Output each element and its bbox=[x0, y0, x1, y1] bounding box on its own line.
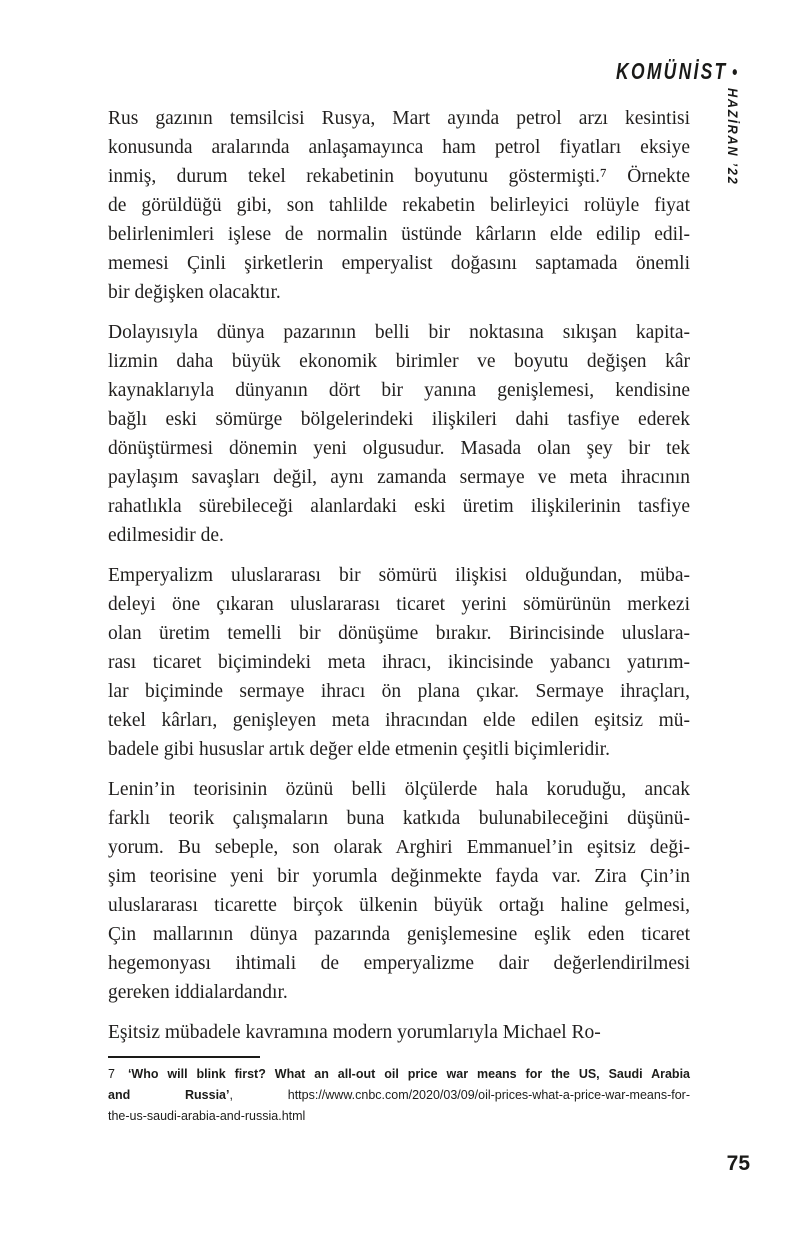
issue-date-vertical: HAZİRAN ’22 bbox=[725, 88, 741, 186]
text-line: kaynaklarıyla dünyanın dört bir yanına genişlemesi, kendisine bbox=[108, 380, 690, 401]
text-line: tekel kârları, genişleyen meta ihracından elde edilen eşitsiz mü- bbox=[108, 710, 690, 731]
text-line: Rus gazının temsilcisi Rusya, Mart ayında petrol arzı kesintisi bbox=[108, 108, 690, 129]
text-line: bağlı eski sömürge bölgelerindeki ilişkileri dahi tasfiye ederek bbox=[108, 409, 690, 430]
header-bullet-icon: • bbox=[732, 62, 740, 84]
footnote-line bbox=[108, 1106, 690, 1127]
text-line: de görüldüğü gibi, son tahlilde rekabetin belirleyici rolüyle fiyat bbox=[108, 195, 690, 216]
text-line: lar biçiminde sermaye ihracı ön plana çıkar. Sermaye ihraçları, bbox=[108, 681, 690, 702]
text-line: dönüştürmesi dönemin yeni olgusudur. Masada olan şey bir tek bbox=[108, 438, 690, 459]
text-line: uluslararası ticarette birçok ülkenin büyük ortağı haline gelmesi, bbox=[108, 895, 690, 916]
footnote-line bbox=[108, 1064, 690, 1085]
text-line: inmiş, durum tekel rekabetinin boyutunu göstermişti.⁷ Örnekte bbox=[108, 166, 690, 187]
footnote-marker: 7 bbox=[108, 1067, 115, 1081]
magazine-title: KOMÜNİST bbox=[616, 58, 728, 84]
text-line: şim teorisine yeni bir yorumla değinmekte fayda var. Zira Çin’in bbox=[108, 866, 690, 887]
text-line: Çin mallarının dünya pazarında genişlemesine eşlik eden ticaret bbox=[108, 924, 690, 945]
text-line: edilmesidir de. bbox=[108, 525, 224, 546]
text-line: konusunda aralarında anlaşamayınca ham petrol fiyatları eksiye bbox=[108, 137, 690, 158]
text-line: paylaşım savaşları değil, aynı zamanda sermaye ve meta ihracının bbox=[108, 467, 690, 488]
text-line: farklı teorik çalışmaların buna katkıda bulunabileceğini düşünü- bbox=[108, 808, 690, 829]
text-line: gereken iddialardandır. bbox=[108, 982, 288, 1003]
text-line: Dolayısıyla dünya pazarının belli bir noktasına sıkışan kapita- bbox=[108, 322, 690, 343]
footnote-text-segment: and Russia’ bbox=[108, 1088, 230, 1102]
text-line: lizmin daha büyük ekonomik birimler ve boyutu değişen kâr bbox=[108, 351, 690, 372]
text-line: olan üretim temelli bir dönüşüme bırakır. Birincisinde uluslara- bbox=[108, 623, 690, 644]
paragraph bbox=[108, 775, 690, 1007]
text-line: rahatlıkla sürebileceği alanlardaki eski üretim ilişkilerinin tasfiye bbox=[108, 496, 690, 517]
footnote-text-segment: the-us-saudi-arabia-and-russia.html bbox=[108, 1109, 306, 1123]
page-number: 75 bbox=[726, 1152, 750, 1175]
text-line: badele gibi hususlar artık değer elde etmenin çeşitli biçimleridir. bbox=[108, 739, 610, 760]
body-text bbox=[108, 104, 690, 1058]
footnote-separator bbox=[108, 1056, 260, 1058]
text-line: Eşitsiz mübadele kavramına modern yorumlarıyla Michael Ro- bbox=[108, 1022, 601, 1043]
text-line: deleyi öne çıkaran uluslararası ticaret yerini sömürünün merkezi bbox=[108, 594, 690, 615]
footnote bbox=[108, 1064, 690, 1127]
paragraph bbox=[108, 104, 690, 307]
paragraph bbox=[108, 561, 690, 764]
text-line: hegemonyası ihtimali de emperyalizme dair değerlendirilmesi bbox=[108, 953, 690, 974]
footnote-text-segment: , https://www.cnbc.com/2020/03/09/oil-prices-what-a-price-war-means-for- bbox=[229, 1088, 690, 1102]
text-line: bir değişken olacaktır. bbox=[108, 282, 281, 303]
footnote-line bbox=[108, 1085, 690, 1106]
text-line: rası ticaret biçimindeki meta ihracı, ikincisinde yabancı yatırım- bbox=[108, 652, 690, 673]
text-line: memesi Çinli şirketlerin emperyalist doğasını saptamada önemli bbox=[108, 253, 690, 274]
text-line: Emperyalizm uluslararası bir sömürü ilişkisi olduğundan, müba- bbox=[108, 565, 690, 586]
text-line: belirlenimleri işlese de normalin üstünde kârların elde edilip edil- bbox=[108, 224, 690, 245]
paragraph bbox=[108, 1018, 690, 1047]
text-line: Lenin’in teorisinin özünü belli ölçülerde hala koruduğu, ancak bbox=[108, 779, 690, 800]
text-line: yorum. Bu sebeple, son olarak Arghiri Emmanuel’in eşitsiz deği- bbox=[108, 837, 690, 858]
paragraph bbox=[108, 318, 690, 550]
footnote-text-segment: ‘Who will blink first? What an all-out oil price war means for the US, Saudi Arabia bbox=[127, 1067, 690, 1081]
magazine-header bbox=[616, 58, 740, 85]
